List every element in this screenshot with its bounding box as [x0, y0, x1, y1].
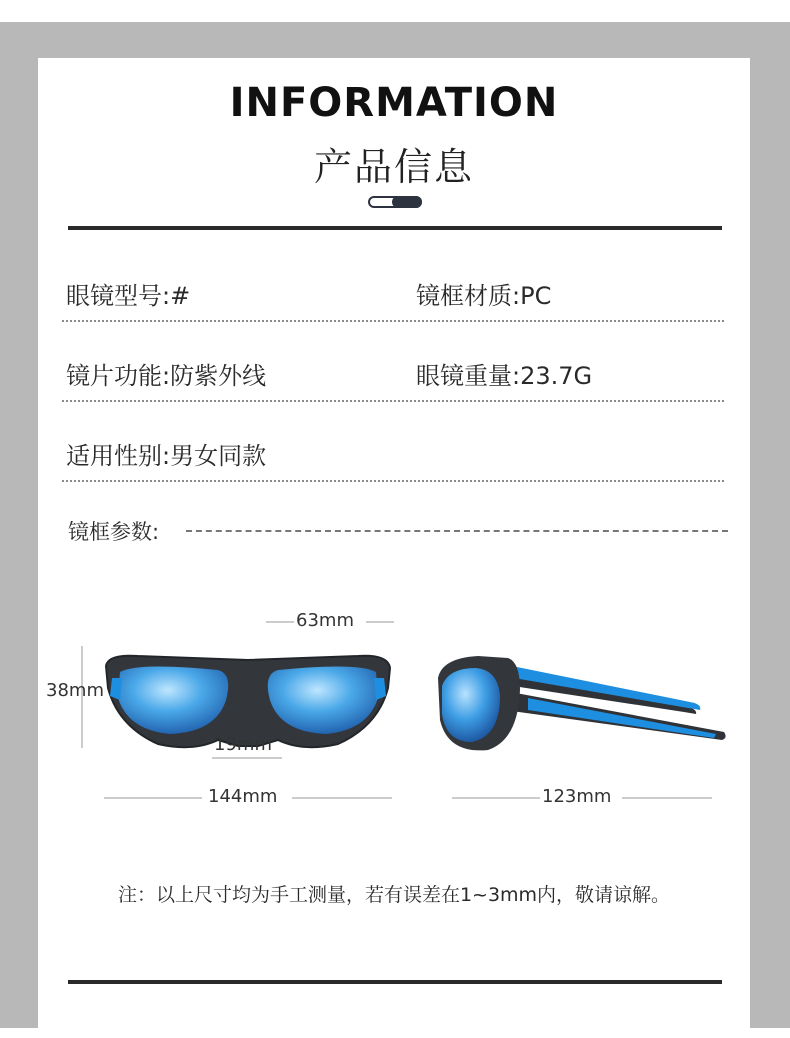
title-english: INFORMATION — [229, 80, 559, 126]
spec-lens-function-value: 防紫外线 — [170, 362, 267, 390]
spec-weight-value: 23.7G — [520, 362, 593, 390]
dim-temple-length: 123mm — [542, 786, 612, 807]
measurement-note: 注：以上尺寸均为手工测量，若有误差在1~3mm内，敬请谅解。 — [117, 884, 671, 906]
spec-model-label: 眼镜型号: — [66, 282, 171, 310]
spec-lens-function-label: 镜片功能: — [66, 362, 171, 390]
bottom-divider — [68, 980, 722, 984]
page-bottom-border — [0, 1028, 790, 1038]
spec-model-value: # — [170, 282, 191, 310]
frame-params-label: 镜框参数: — [68, 520, 160, 544]
dim-lens-height: 38mm — [46, 680, 104, 701]
dim-lens-width: 63mm — [296, 610, 354, 631]
dim-total-width: 144mm — [208, 786, 278, 807]
title-chinese: 产品信息 — [313, 145, 474, 189]
spec-frame-material-value: PC — [520, 282, 552, 310]
dim-bridge: 19mm — [214, 734, 272, 755]
spec-gender-value: 男女同款 — [170, 442, 267, 470]
page-top-border — [0, 0, 790, 22]
spec-gender-label: 适用性别: — [66, 442, 171, 470]
spec-weight-label: 眼镜重量: — [416, 362, 521, 390]
spec-frame-material-label: 镜框材质: — [416, 282, 521, 310]
product-info-card — [38, 58, 750, 1028]
